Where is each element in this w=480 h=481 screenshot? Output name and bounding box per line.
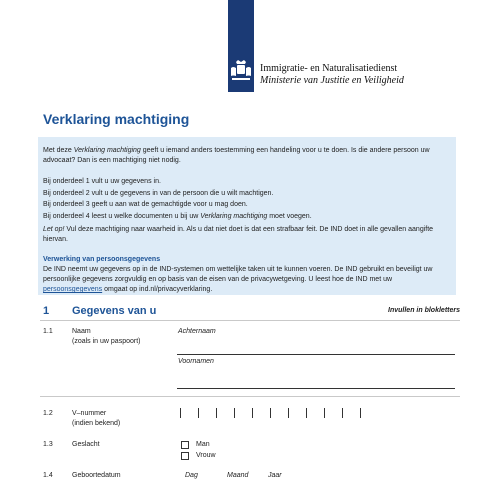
intro-text: Met deze: [43, 147, 74, 154]
privacy-heading: Verwerking van persoonsgegevens: [43, 256, 161, 263]
intro-emphasis: Verklaring machtiging: [73, 147, 141, 154]
field-number-geboortedatum: 1.4: [43, 472, 53, 479]
digit-separator: [342, 408, 343, 418]
list-item-4-text: Bij onderdeel 4 leest u welke documenten u bij uw: [43, 213, 201, 220]
list-item-1: Bij onderdeel 1 vult u uw gegevens in.: [43, 178, 161, 185]
field-divider: [40, 396, 460, 397]
digit-separator: [360, 408, 361, 418]
digit-separator: [252, 408, 253, 418]
date-part-dag: Dag: [185, 472, 198, 479]
section-number: 1: [43, 305, 50, 317]
field-sublabel-naam: (zoals in uw paspoort): [72, 338, 141, 345]
digit-separator: [180, 408, 181, 418]
intro-box: [38, 137, 456, 295]
checkbox-vrouw[interactable]: [181, 452, 189, 460]
digit-separator: [288, 408, 289, 418]
field-label-naam: Naam: [72, 328, 91, 335]
achternaam-label: Achternaam: [178, 328, 216, 335]
date-part-maand: Maand: [227, 472, 249, 479]
list-item-3: Bij onderdeel 3 geeft u aan wat de gemachtigde voor u mag doen.: [43, 201, 248, 208]
warning-text: Vul deze machtiging naar waarheid in. Als u dat niet doet is dat een strafbaar feit. De IND doet in alle gevallen aangifte hiervan.: [43, 226, 434, 243]
achternaam-input[interactable]: [177, 354, 455, 355]
section-note: Invullen in blokletters: [388, 307, 460, 314]
field-sublabel-vnummer: (indien bekend): [72, 420, 121, 427]
section-rule: [40, 320, 460, 321]
privacy-text: De IND neemt uw gegevens op in de IND-systemen om wettelijke taken uit te kunnen voeren. De IND gebruikt en beveiligt uw persoonlijke gegevens zorgvuldig en op basis van de eisen van de privacywetgeving. U leest hoe de IND met uw: [43, 266, 433, 283]
intro-text-2: geeft u iemand anders toestemming een handeling voor u te doen. Is die andere persoon uw advocaat? Dan is een machtiging niet nodig.: [43, 147, 430, 164]
digit-separator: [234, 408, 235, 418]
digit-separator: [306, 408, 307, 418]
organisation-name: [260, 63, 404, 87]
digit-separator: [216, 408, 217, 418]
option-label-vrouw: Vrouw: [196, 452, 216, 459]
page-title: Verklaring machtiging: [43, 111, 190, 127]
privacy-link[interactable]: persoonsgegevens: [43, 286, 103, 293]
warning-label: Let op!: [43, 226, 65, 233]
digit-separator: [270, 408, 271, 418]
voornamen-input[interactable]: [177, 388, 455, 389]
list-item-2: Bij onderdeel 2 vult u de gegevens in van de persoon die u wilt machtigen.: [43, 190, 274, 197]
field-label-geboortedatum: Geboortedatum: [72, 472, 121, 479]
list-item-4-emphasis: Verklaring machtiging: [200, 213, 268, 220]
digit-separator: [198, 408, 199, 418]
org-name-line2: Ministerie van Justitie en Veiligheid: [260, 75, 404, 86]
section-title: Gegevens van u: [72, 305, 157, 317]
digit-separator: [324, 408, 325, 418]
field-number-geslacht: 1.3: [43, 441, 53, 448]
privacy-text-2: omgaat op ind.nl/privacyverklaring.: [102, 286, 213, 293]
option-label-man: Man: [196, 441, 210, 448]
field-label-vnummer: V–nummer: [72, 410, 107, 417]
list-item-4: [43, 212, 453, 222]
list-item-4-text-2: moet voegen.: [267, 213, 312, 220]
privacy-paragraph: [43, 265, 453, 295]
date-part-jaar: Jaar: [268, 472, 282, 479]
field-number-vnummer: 1.2: [43, 410, 53, 417]
field-number-naam: 1.1: [43, 328, 53, 335]
field-label-geslacht: Geslacht: [72, 441, 100, 448]
voornamen-label: Voornamen: [178, 358, 214, 365]
checkbox-man[interactable]: [181, 441, 189, 449]
org-name-line1: Immigratie- en Naturalisatiedienst: [260, 63, 398, 74]
warning-paragraph: [43, 225, 453, 245]
rijksoverheid-emblem-icon: [228, 58, 254, 84]
intro-paragraph: [43, 146, 453, 166]
